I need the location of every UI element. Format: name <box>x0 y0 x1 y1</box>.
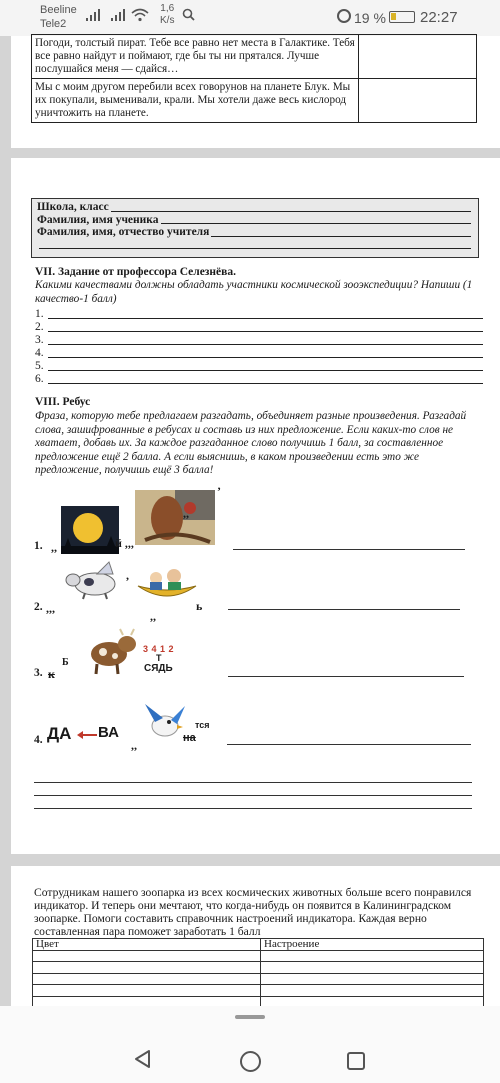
rebus-3-number: 3. <box>34 667 43 679</box>
indicator-task-text: Сотрудникам нашего зоопарка из всех космических животных больше всего понравился индикатор. И теперь они мечтают, что когда-нибудь он появится в Калининградском зоопарке. Помоги составить справочник настроений индикатора. Каждая верно составленная пара поможет заработать 1 балл <box>34 886 472 938</box>
rebus-2-answer-line[interactable] <box>228 609 460 610</box>
answer-line[interactable] <box>35 373 483 386</box>
recents-icon[interactable] <box>347 1052 365 1070</box>
table-row <box>33 951 483 963</box>
document-page-3 <box>11 866 500 1006</box>
answer-line[interactable] <box>35 321 483 334</box>
table-row <box>33 974 483 986</box>
flying-cow-picture <box>61 560 123 600</box>
fill-line[interactable] <box>39 239 471 250</box>
answer-line[interactable] <box>35 334 483 347</box>
mood-table <box>32 938 484 1008</box>
rebus-1-quotes: ,, <box>51 540 57 554</box>
rebus-3-crossed-letter: к <box>48 667 55 681</box>
arrow-left-icon <box>77 730 97 740</box>
line-number: 6. <box>35 373 44 385</box>
signal-icon <box>86 9 102 21</box>
line-number: 5. <box>35 360 44 372</box>
network-speed <box>160 3 174 27</box>
rebus-1-apostrophe: ’ <box>217 484 221 498</box>
status-bar <box>0 0 500 36</box>
task8-title: VIII. Ребус <box>35 396 91 408</box>
rebus-3-word: СЯДЬ <box>144 663 173 674</box>
task8-text: Фраза, которую тебе предлагаем разгадать, объединяет разные произведения. Разгадай слова, зашифрованные в ребусах и составь из них предложение. Если каких-то слов не хватает, добавь их. За каждое разгаданное слово получишь 1 балл, за составленное предложение ещё 2 балла. А если выяснишь, в каком произведении есть это же предложение, получишь ещё 3 балла! <box>35 410 467 476</box>
moon-night-picture <box>61 506 119 554</box>
rebus-3-digits: 3 4 1 2 <box>143 644 175 654</box>
table-row <box>33 962 483 974</box>
answer-line[interactable] <box>35 347 483 360</box>
cow-picture <box>85 626 139 676</box>
clock: 22:27 <box>420 9 458 26</box>
rebus-2-comma: , <box>126 568 129 582</box>
answer-cell[interactable] <box>359 79 476 122</box>
answer-cell[interactable] <box>359 35 476 78</box>
column-mood: Настроение <box>264 938 320 950</box>
mood-cell[interactable] <box>261 985 483 996</box>
rebus-4-number: 4. <box>34 734 43 746</box>
table-row <box>32 78 476 122</box>
line-number: 1. <box>35 308 44 320</box>
table-header-row <box>33 939 483 951</box>
info-row-student <box>37 214 473 227</box>
fill-line[interactable] <box>161 214 472 225</box>
rebus-4-tsya: тся <box>195 720 210 730</box>
sentence-answer-line[interactable] <box>34 782 472 783</box>
rebus-4-da: ДА <box>47 724 72 743</box>
line-number: 4. <box>35 347 44 359</box>
line-number: 2. <box>35 321 44 333</box>
rebus-2-number: 2. <box>34 601 43 613</box>
answer-line[interactable] <box>35 308 483 321</box>
navigation-bar <box>0 1006 500 1083</box>
rebus-4-quotes: ,, <box>131 738 137 752</box>
rebus-4-answer-line[interactable] <box>227 744 471 745</box>
table-row <box>33 985 483 997</box>
rebus-4-va: ВА <box>98 724 119 741</box>
task7-text: Какими качествами должны обладать участники космической зооэкспедиции? Напиши (1 качество-1 балл) <box>35 279 473 305</box>
task7-title: VII. Задание от профессора Селезнёва. <box>35 266 236 278</box>
color-cell[interactable] <box>33 962 261 973</box>
quote-table <box>31 34 477 123</box>
rebus-2-letter: ь <box>196 599 203 613</box>
gesture-pill[interactable] <box>235 1015 265 1019</box>
fill-line[interactable] <box>211 226 471 237</box>
mood-cell[interactable] <box>261 951 483 962</box>
sentence-answer-line[interactable] <box>34 795 472 796</box>
carrier-names <box>40 3 77 31</box>
color-cell[interactable] <box>33 951 261 962</box>
task7-answer-lines <box>35 308 483 386</box>
speed-unit: K/s <box>160 15 175 26</box>
rebus-1-quotes-inner: ,, <box>183 506 189 520</box>
rebus-1-answer-line[interactable] <box>233 549 465 550</box>
rebus-3-answer-line[interactable] <box>228 676 464 677</box>
sentence-answer-line[interactable] <box>34 808 472 809</box>
battery-icon <box>389 11 415 23</box>
speed-value: 1,6 <box>160 3 175 14</box>
line-number: 3. <box>35 334 44 346</box>
mood-cell[interactable] <box>261 974 483 985</box>
rebus-4-na: на <box>183 732 196 744</box>
mood-cell[interactable] <box>261 962 483 973</box>
fill-line[interactable] <box>111 201 471 212</box>
info-label: Фамилия, имя ученика <box>37 213 159 226</box>
column-color: Цвет <box>33 939 261 950</box>
boat-friends-picture <box>136 562 198 604</box>
rebus-1-number: 1. <box>34 540 43 552</box>
rebus-2-quotes: ,,, <box>46 601 55 615</box>
info-row-school <box>37 201 473 214</box>
color-cell[interactable] <box>33 974 261 985</box>
student-info-box <box>31 198 479 258</box>
home-icon[interactable] <box>240 1051 261 1072</box>
info-row-extra <box>37 239 473 252</box>
search-icon <box>182 8 195 21</box>
alarm-icon <box>337 9 351 23</box>
quote-cell: Погоди, толстый пират. Тебе все равно нет места в Галактике. Тебя все равно найдут и поймают, где бы ты ни прятался. Лучше послушайся меня — сдайся… <box>32 35 359 78</box>
quote-cell: Мы с моим другом перебили всех говорунов на планете Блук. Мы их покупали, выменивали, крали. Мы хотели даже весь кислород уничтожить на планете. <box>32 79 359 122</box>
rebus-1-letter: й ,,, <box>115 536 134 550</box>
carrier-beeline: Beeline <box>40 4 77 16</box>
battery-percent: 19 % <box>354 10 386 26</box>
rebus-3-letter-b: Б <box>62 657 69 668</box>
wifi-icon <box>131 8 149 25</box>
color-cell[interactable] <box>33 985 261 996</box>
answer-line[interactable] <box>35 360 483 373</box>
table-row <box>32 35 476 78</box>
bird-picture <box>141 698 189 746</box>
back-icon[interactable] <box>133 1049 151 1069</box>
rebus-2-quotes-bottom: ,, <box>150 609 156 623</box>
carrier-tele2: Tele2 <box>40 18 67 30</box>
signal-icon-2 <box>111 9 127 21</box>
info-row-teacher <box>37 226 473 239</box>
rebus-3-letter-t: Т <box>156 653 162 663</box>
cartoon-picture <box>135 490 215 545</box>
document-page-1 <box>11 36 500 148</box>
info-label: Фамилия, имя, отчество учителя <box>37 226 210 238</box>
document-page-2 <box>11 158 500 854</box>
info-label: Школа, класс <box>37 201 109 213</box>
